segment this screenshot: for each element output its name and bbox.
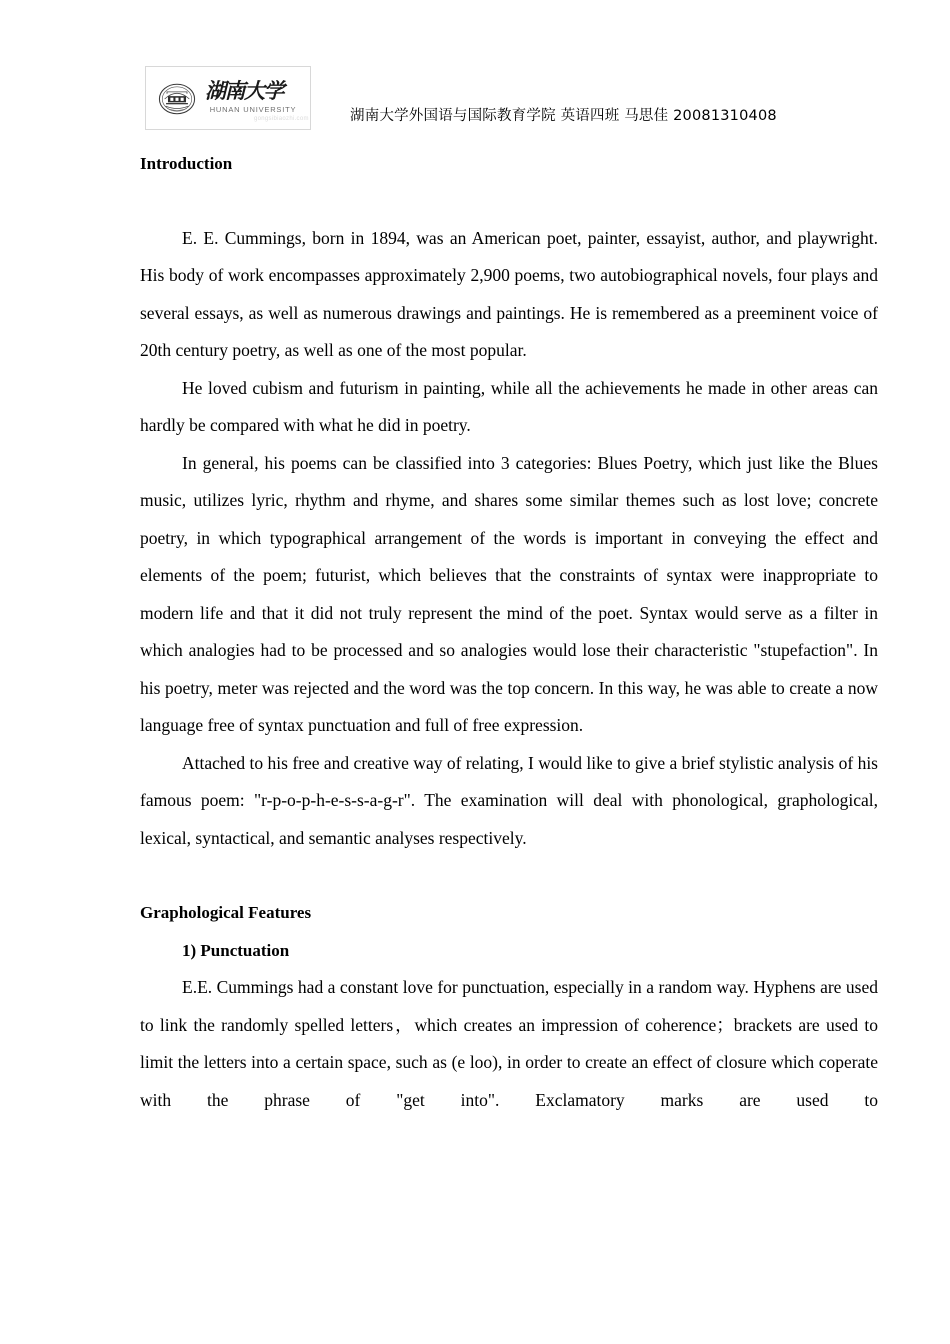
subsection-heading-punctuation: 1) Punctuation: [182, 940, 290, 960]
logo-chinese-wordmark-icon: [204, 75, 296, 105]
paragraph-punctuation-1: E.E. Cummings had a constant love for punctuation, especially in a random way. Hyphens are used to link the randomly spelled letters，which creates an impression of coherence；brackets are used to limit the letters into a certain space, such as (e loo), in order to create an effect of closure which coperate with the phrase of "get into". Exclamatory marks are used to: [140, 977, 878, 1110]
document-header: [140, 0, 878, 145]
logo-inner: [146, 67, 310, 129]
author-byline: 湖南大学外国语与国际教育学院 英语四班 马思佳 20081310408: [350, 108, 777, 124]
paragraph-intro-3: In general, his poems can be classified into 3 categories: Blues Poetry, which just like the Blues music, utilizes lyric, rhythm and rhyme, and shares some similar themes such as lost love; concrete poetry, in which typographical arrangement of the words is important in conveying the effect and elements of the poem; futurist, which believes that the constraints of syntax were inappropriate to modern life and that it did not truly represent the mind of the poet. Syntax would serve as a filter in which analogies had to be processed and so analogies would lose their characteristic "stupefaction". In his poetry, meter was rejected and the word was the top concern. In this way, he was able to create a now language free of syntax punctuation and full of free expression.: [140, 452, 878, 735]
hunan-university-seal-icon: [158, 80, 196, 118]
spacer: [140, 857, 878, 894]
logo-english-name: HUNAN UNIVERSITY: [209, 105, 297, 114]
paragraph-intro-4: Attached to his free and creative way of relating, I would like to give a brief stylistic analysis of his famous poem: "r-p-o-p-h-e-s-s-a-g-r". The examination will deal with phonological, graphological, lexical, syntactical, and semantic analyses respectively.: [140, 752, 878, 848]
paragraph-intro-2: He loved cubism and futurism in painting, while all the achievements he made in other areas can hardly be compared with what he did in poetry.: [140, 377, 878, 435]
paragraph-intro-1: E. E. Cummings, born in 1894, was an American poet, painter, essayist, author, and playwright. His body of work encompasses approximately 2,900 poems, two autobiographical novels, four plays and several essays, as well as numerous drawings and paintings. He is remembered as a preeminent voice of 20th century poetry, as well as one of the most popular.: [140, 227, 878, 360]
logo-watermark: gongsibiaozhi.com: [254, 116, 309, 122]
spacer: [140, 183, 878, 220]
university-logo: [145, 66, 311, 130]
document-content: [140, 0, 878, 1157]
section-heading-introduction: Introduction: [140, 154, 233, 173]
svg-text:湖南大学: 湖南大学: [205, 79, 283, 103]
section-heading-graphological-features: Graphological Features: [140, 903, 312, 922]
